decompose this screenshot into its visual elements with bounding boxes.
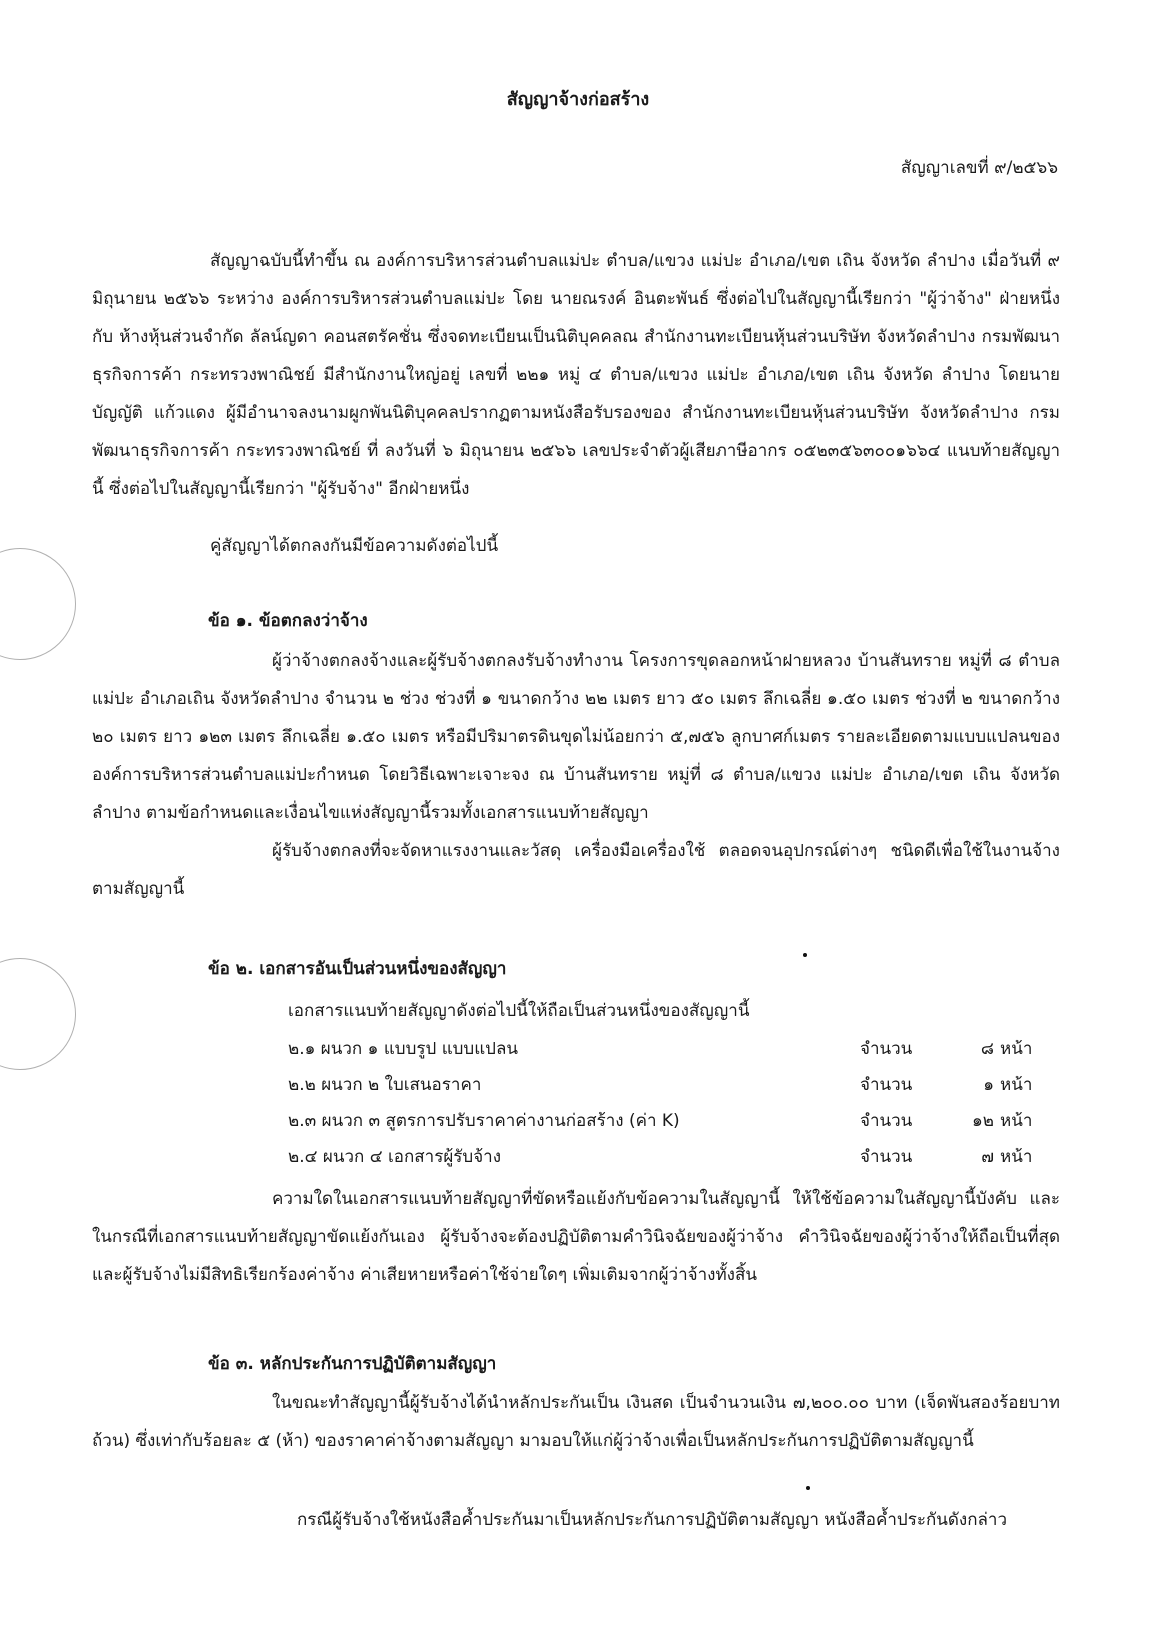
attachment-label: ๒.๓ ผนวก ๓ สูตรการปรับราคาค่างานก่อสร้าง (ค่า K) [288,1111,680,1131]
clause-1-text-2: ผู้รับจ้างตกลงที่จะจัดหาแรงงานและวัสดุ เครื่องมือเครื่องใช้ ตลอดจนอุปกรณ์ต่างๆ ชนิดดีเพื่อใช้ในงานจ้างตามสัญญานี้ [92,841,1060,899]
attachment-count-label: จำนวน [860,1039,913,1059]
attachment-label: ๒.๒ ผนวก ๒ ใบเสนอราคา [288,1075,482,1095]
scan-speck [803,953,807,957]
clause-2-heading: ข้อ ๒. เอกสารอันเป็นส่วนหนึ่งของสัญญา [208,959,507,979]
attachment-row [288,1107,1033,1143]
attachment-row [288,1035,1033,1071]
document-title: สัญญาจ้างก่อสร้าง [506,89,650,110]
punch-hole [0,958,76,1070]
attachment-page-unit: หน้า [1000,1111,1033,1131]
punch-hole [0,548,76,660]
attachment-page-unit: หน้า [1000,1075,1033,1095]
attachment-page-count: ๑๒ [972,1111,994,1131]
clause-1-paragraph-2 [92,832,1060,908]
contract-number: สัญญาเลขที่ ๙/๒๕๖๖ [900,158,1058,178]
attachment-count-label: จำนวน [860,1075,913,1095]
clause-2-closing-paragraph [92,1180,1060,1294]
clause-3-paragraph-1 [92,1384,1060,1460]
attachment-count-label: จำนวน [860,1147,913,1167]
attachment-row [288,1071,1033,1107]
attachment-count-label: จำนวน [860,1111,913,1131]
preamble-text: สัญญาฉบับนี้ทำขึ้น ณ องค์การบริหารส่วนตำบลแม่ปะ ตำบล/แขวง แม่ปะ อำเภอ/เขต เถิน จังหวัด ลำปาง เมื่อวันที่ ๙ มิถุนายน ๒๕๖๖ ระหว่าง องค์การบริหารส่วนตำบลแม่ปะ โดย นายณรงค์ อินตะพันธ์ ซึ่งต่อไปในสัญญานี้เรียกว่า "ผู้ว่าจ้าง" ฝ่ายหนึ่ง กับ ห้างหุ้นส่วนจำกัด ลัลน์ญดา คอนสตรัคชั่น ซึ่งจดทะเบียนเป็นนิติบุคคลณ สำนักงานทะเบียนหุ้นส่วนบริษัท จังหวัดลำปาง กรมพัฒนาธุรกิจการค้า กระทรวงพาณิชย์ มีสำนักงานใหญ่อยู่ เลขที่ ๒๒๑ หมู่ ๔ ตำบล/แขวง แม่ปะ อำเภอ/เขต เถิน จังหวัด ลำปาง โดยนายบัญญัติ แก้วแดง ผู้มีอำนาจลงนามผูกพันนิติบุคคลปรากฏตามหนังสือรับรองของ สำนักงานทะเบียนหุ้นส่วนบริษัท จังหวัดลำปาง กรมพัฒนาธุรกิจการค้า กระทรวงพาณิชย์ ที่ ลงวันที่ ๖ มิถุนายน ๒๕๖๖ เลขประจำตัวผู้เสียภาษีอากร ๐๕๒๓๕๖๓๐๐๑๖๖๔ แนบท้ายสัญญานี้ ซึ่งต่อไปในสัญญานี้เรียกว่า "ผู้รับจ้าง" อีกฝ่ายหนึ่ง [92,251,1060,499]
attachment-page-unit: หน้า [1000,1039,1033,1059]
clause-1-text-1: ผู้ว่าจ้างตกลงจ้างและผู้รับจ้างตกลงรับจ้างทำงาน โครงการขุดลอกหน้าฝายหลวง บ้านสันทราย หมู่ที่ ๘ ตำบลแม่ปะ อำเภอเถิน จังหวัดลำปาง จำนวน ๒ ช่วง ช่วงที่ ๑ ขนาดกว้าง ๒๒ เมตร ยาว ๕๐ เมตร ลึกเฉลี่ย ๑.๕๐ เมตร ช่วงที่ ๒ ขนาดกว้าง ๒๐ เมตร ยาว ๑๒๓ เมตร ลึกเฉลี่ย ๑.๕๐ เมตร หรือมีปริมาตรดินขุดไม่น้อยกว่า ๕,๗๕๖ ลูกบาศก์เมตร รายละเอียดตามแบบแปลนขององค์การบริหารส่วนตำบลแม่ปะกำหนด โดยวิธีเฉพาะเจาะจง ณ บ้านสันทราย หมู่ที่ ๘ ตำบล/แขวง แม่ปะ อำเภอ/เขต เถิน จังหวัด ลำปาง ตามข้อกำหนดและเงื่อนไขแห่งสัญญานี้รวมทั้งเอกสารแนบท้ายสัญญา [92,651,1060,823]
clause-2-intro: เอกสารแนบท้ายสัญญาดังต่อไปนี้ให้ถือเป็นส่วนหนึ่งของสัญญานี้ [288,1001,750,1021]
attachment-label: ๒.๑ ผนวก ๑ แบบรูป แบบแปลน [288,1039,519,1059]
clause-3-text-1: ในขณะทำสัญญานี้ผู้รับจ้างได้นำหลักประกันเป็น เงินสด เป็นจำนวนเงิน ๗,๒๐๐.๐๐ บาท (เจ็ดพันสองร้อยบาทถ้วน) ซึ่งเท่ากับร้อยละ ๕ (ห้า) ของราคาค่าจ้างตามสัญญา มามอบให้แก่ผู้ว่าจ้างเพื่อเป็นหลักประกันการปฏิบัติตามสัญญานี้ [92,1393,1060,1451]
clause-2-closing-text: ความใดในเอกสารแนบท้ายสัญญาที่ขัดหรือแย้งกับข้อความในสัญญานี้ ให้ใช้ข้อความในสัญญานี้บังคับ และในกรณีที่เอกสารแนบท้ายสัญญาขัดแย้งกันเอง ผู้รับจ้างจะต้องปฏิบัติตามคำวินิจฉัยของผู้ว่าจ้าง คำวินิจฉัยของผู้ว่าจ้างให้ถือเป็นที่สุด และผู้รับจ้างไม่มีสิทธิเรียกร้องค่าจ้าง ค่าเสียหายหรือค่าใช้จ่ายใดๆ เพิ่มเติมจากผู้ว่าจ้างทั้งสิ้น [92,1189,1060,1285]
agreement-line: คู่สัญญาได้ตกลงกันมีข้อความดังต่อไปนี้ [210,536,499,556]
clause-3-heading: ข้อ ๓. หลักประกันการปฏิบัติตามสัญญา [208,1354,497,1374]
clause-1-paragraph-1 [92,642,1060,832]
attachment-page-count: ๑ [983,1075,994,1095]
scan-speck [806,1486,810,1490]
attachment-row [288,1143,1033,1179]
attachment-page-unit: หน้า [1000,1147,1033,1167]
attachment-page-count: ๗ [981,1147,994,1167]
clause-3-paragraph-2 [92,1501,1060,1539]
clause-1-heading: ข้อ ๑. ข้อตกลงว่าจ้าง [208,611,368,631]
clause-3-text-2: กรณีผู้รับจ้างใช้หนังสือค้ำประกันมาเป็นหลักประกันการปฏิบัติตามสัญญา หนังสือค้ำประกันดังกล่าว [297,1510,1008,1530]
preamble-paragraph [92,242,1060,508]
attachment-label: ๒.๔ ผนวก ๔ เอกสารผู้รับจ้าง [288,1147,502,1167]
attachment-page-count: ๘ [980,1039,994,1059]
